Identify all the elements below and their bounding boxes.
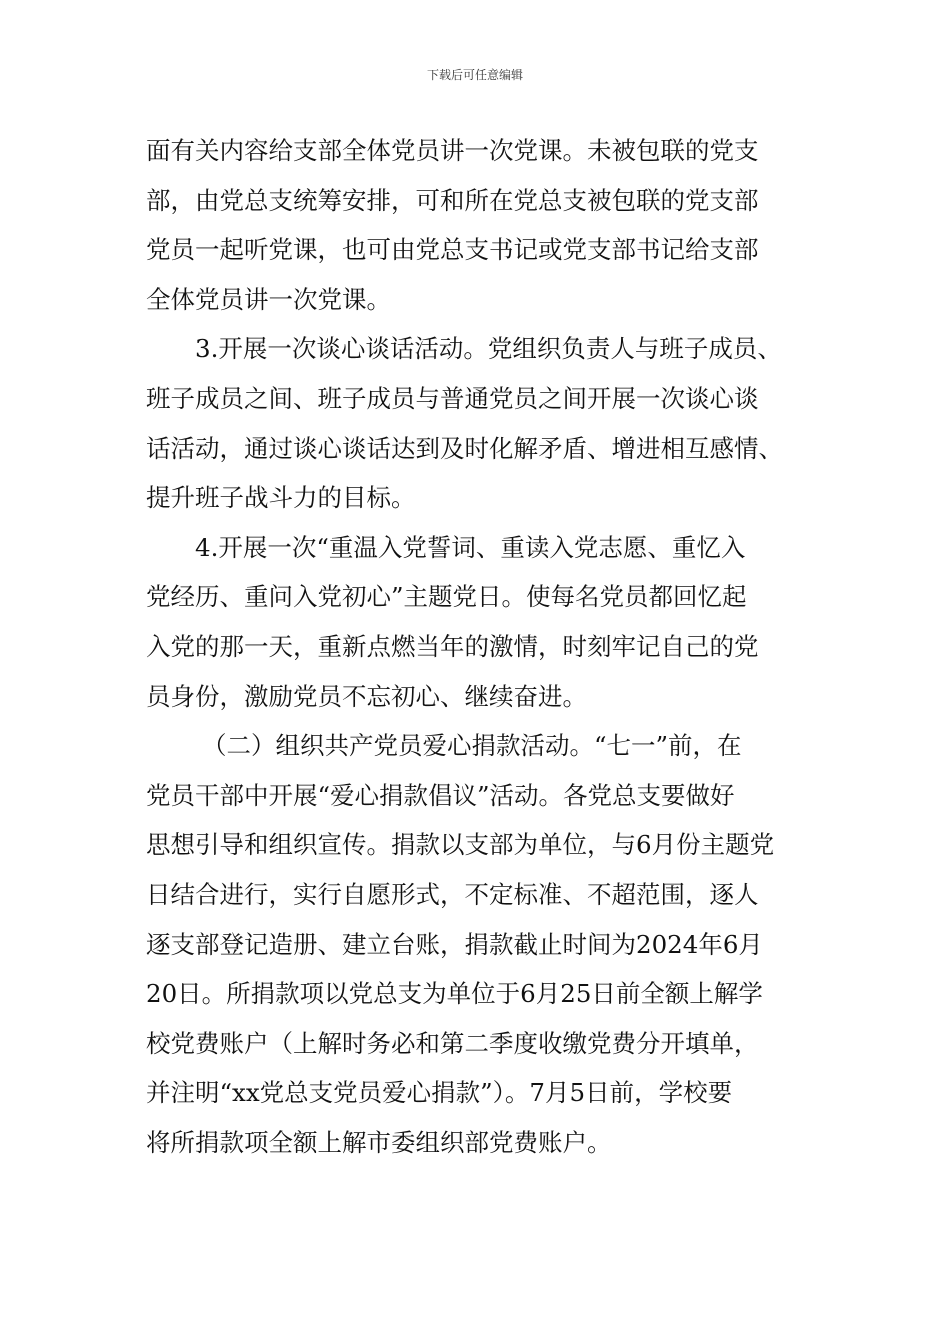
text-line: 校党费账户（上解时务必和第二季度收缴党费分开填单， bbox=[146, 1028, 759, 1058]
text-line: 20日。所捐款项以党总支为单位于6月25日前全额上解学 bbox=[146, 979, 763, 1009]
text-line: 班子成员之间、班子成员与普通党员之间开展一次谈心谈 bbox=[146, 383, 759, 413]
text-line: 党员干部中开展“爱心捐款倡议”活动。各党总支要做好 bbox=[146, 780, 735, 810]
paragraph-item-3-first-line: 3.开展一次谈心谈话活动。党组织负责人与班子成员、 bbox=[195, 334, 782, 364]
text-line: 提升班子战斗力的目标。 bbox=[146, 483, 416, 513]
text-line: 员身份，激励党员不忘初心、继续奋进。 bbox=[146, 681, 587, 711]
text-line: 党经历、重问入党初心”主题党日。使每名党员都回忆起 bbox=[146, 582, 747, 612]
text-line: 部，由党总支统筹安排，可和所在党总支被包联的党支部 bbox=[146, 185, 759, 215]
section-2-first-line: （二）组织共产党员爱心捐款活动。“七一”前，在 bbox=[202, 731, 742, 761]
text-line: 话活动，通过谈心谈话达到及时化解矛盾、增进相互感情、 bbox=[146, 433, 783, 463]
text-line: 党员一起听党课，也可由党总支书记或党支部书记给支部 bbox=[146, 235, 759, 265]
text-line: 面有关内容给支部全体党员讲一次党课。未被包联的党支 bbox=[146, 136, 759, 165]
text-line: 入党的那一天，重新点燃当年的激情，时刻牢记自己的党 bbox=[146, 631, 759, 661]
text-line: 将所捐款项全额上解市委组织部党费账户。 bbox=[146, 1127, 612, 1157]
text-line: 全体党员讲一次党课。 bbox=[146, 284, 391, 314]
text-line: 逐支部登记造册、建立台账，捐款截止时间为2024年6月 bbox=[146, 929, 763, 959]
text-line: 日结合进行，实行自愿形式，不定标准、不超范围，逐人 bbox=[146, 879, 759, 909]
page-header-note: 下载后可任意编辑 bbox=[426, 68, 523, 82]
text-line: 并注明“xx党总支党员爱心捐款”）。7月5日前，学校要 bbox=[146, 1078, 733, 1108]
document-body bbox=[146, 126, 826, 1167]
text-line: 思想引导和组织宣传。捐款以支部为单位，与6月份主题党 bbox=[146, 830, 775, 860]
paragraph-item-4-first-line: 4.开展一次“重温入党誓词、重读入党志愿、重忆入 bbox=[195, 532, 746, 562]
